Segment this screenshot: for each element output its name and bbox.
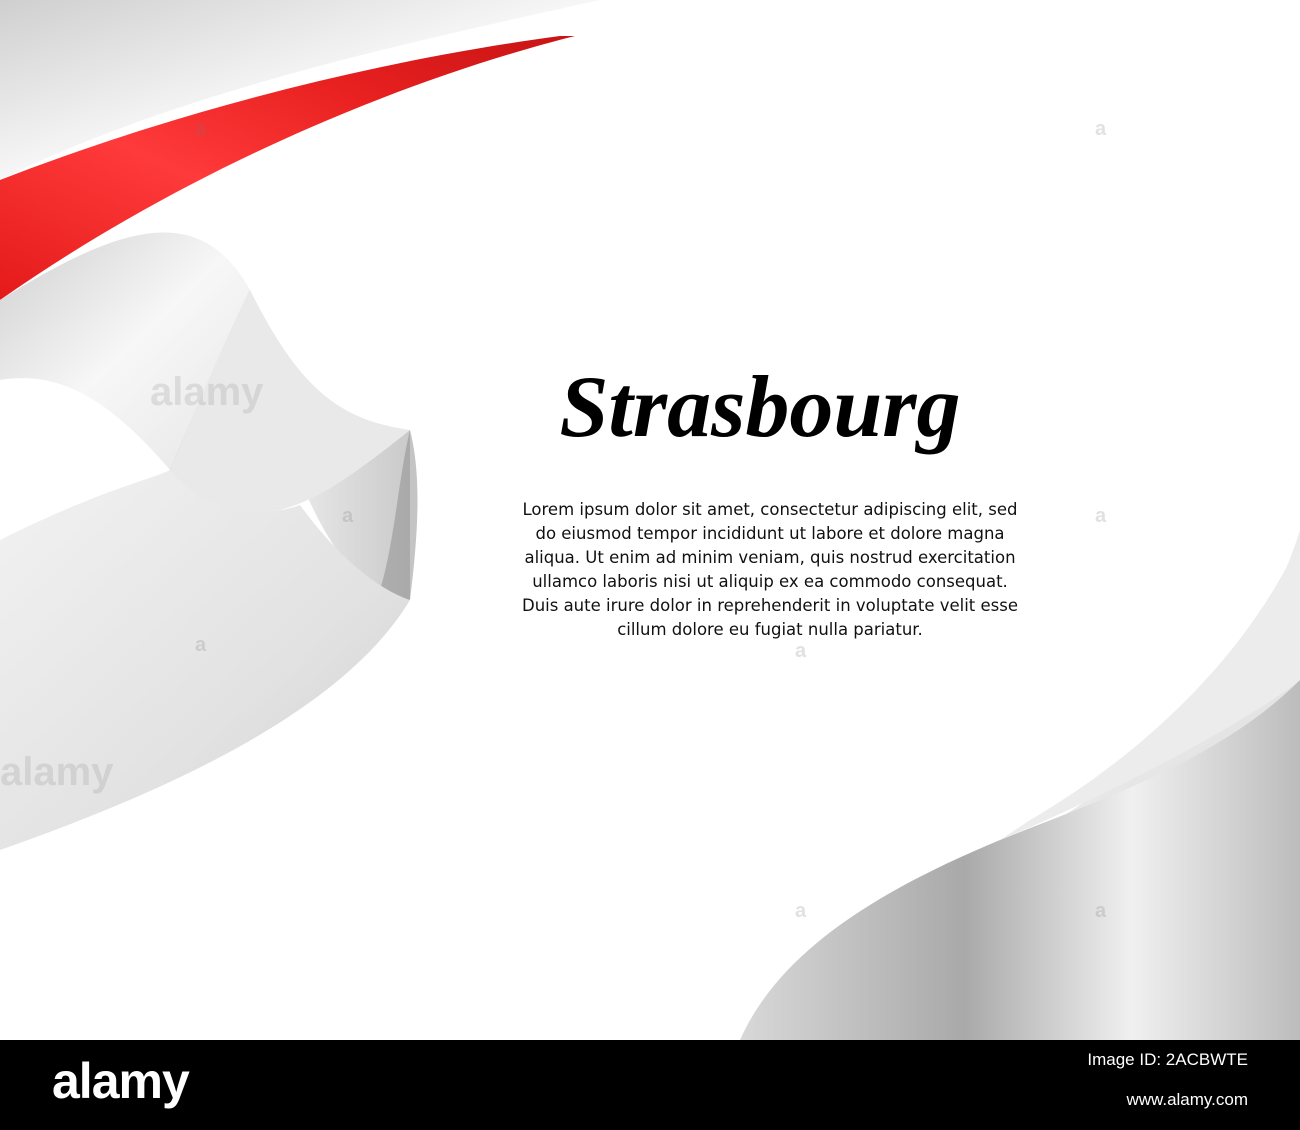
- footer-logo: alamy: [52, 1053, 189, 1109]
- watermark-letter: a: [195, 634, 207, 656]
- body-paragraph: Lorem ipsum dolor sit amet, consectetur adipiscing elit, sed do eiusmod tempor incididunt ut labore et dolore magna aliqua. Ut enim ad minim veniam, quis nostrud exercitation ullamco laboris nisi ut aliquip ex ea commodo consequat. Duis aute irure dolor in reprehenderit in voluptate velit esse cillum dolore eu fugiat nulla pariatur.: [521, 500, 1019, 639]
- watermark-letter: a: [795, 640, 807, 662]
- watermark-text: alamy: [150, 370, 264, 414]
- watermark-text: alamy: [0, 750, 114, 794]
- watermark-letter: a: [1095, 900, 1107, 922]
- stock-footer-bar: [0, 1040, 1300, 1130]
- city-title: Strasbourg: [559, 359, 961, 456]
- footer-image-id: Image ID: 2ACBWTE: [1087, 1050, 1248, 1069]
- watermark-letter: a: [342, 505, 354, 527]
- watermark-letter: a: [1095, 118, 1107, 140]
- footer-url[interactable]: www.alamy.com: [1126, 1090, 1248, 1109]
- watermark-letter: a: [195, 118, 207, 140]
- watermark-letter: a: [795, 900, 807, 922]
- watermark-letter: a: [1095, 505, 1107, 527]
